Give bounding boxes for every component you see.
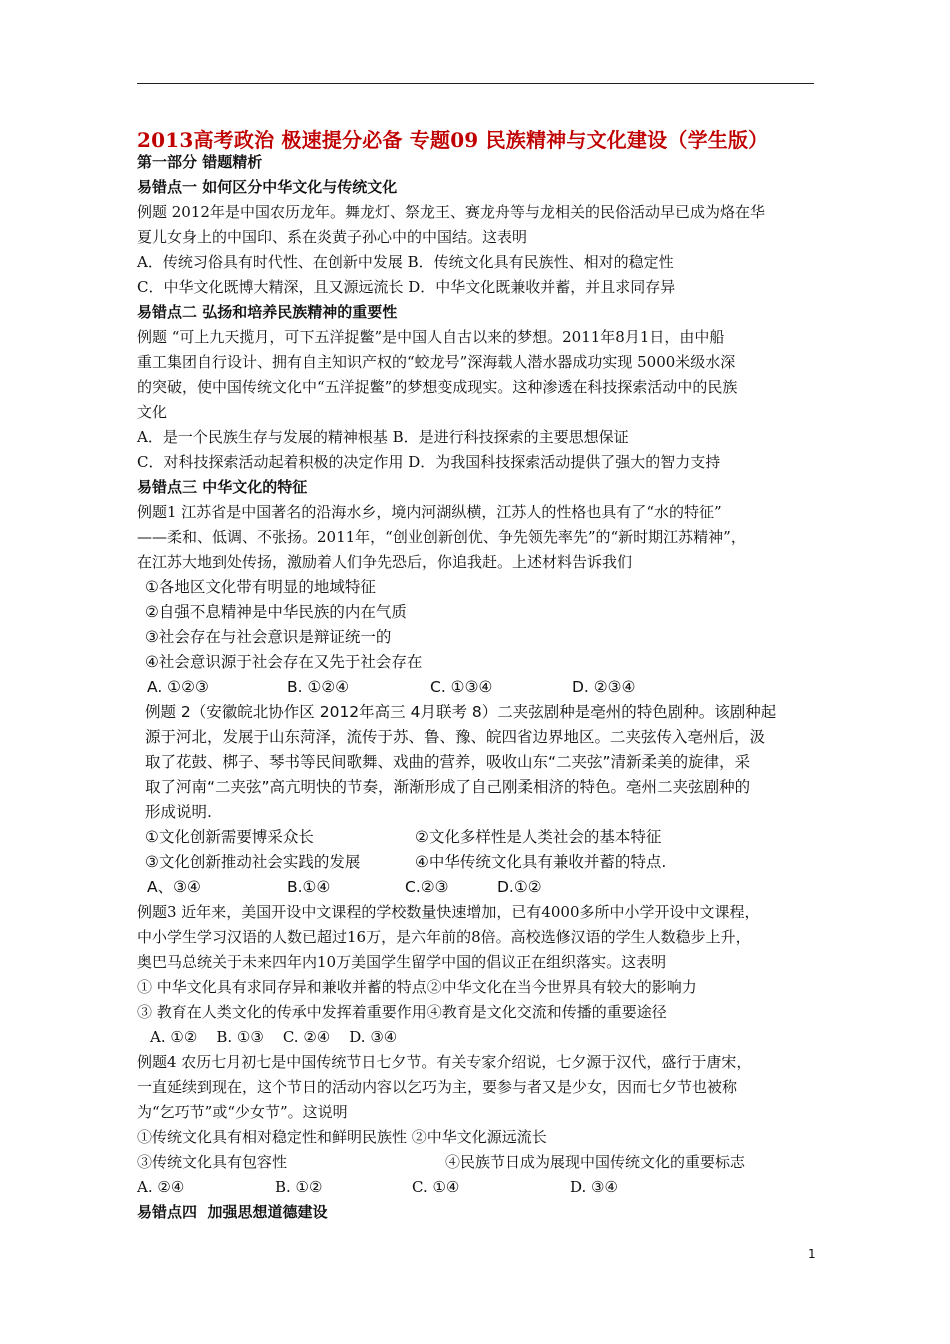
answer-option-c: C.②③ [405, 878, 449, 896]
answer-option-b: B. ①② [275, 1178, 323, 1196]
question-text: 文化 [137, 403, 168, 421]
section-heading-2: 易错点二 弘扬和培养民族精神的重要性 [137, 303, 398, 321]
answer-options: C．中华文化既博大精深，且又源远流长 D．中华文化既兼收并蓄，并且求同存异 [137, 278, 676, 296]
section-heading-4: 易错点四 加强思想道德建设 [137, 1203, 328, 1221]
question-text: 奥巴马总统关于未来四年内10万美国学生留学中国的倡议正在组织落实。这表明 [137, 953, 667, 971]
question-text: 重工集团自行设计、拥有自主知识产权的“蛟龙号”深海载人潜水器成功实现 5000米级水深 [137, 353, 736, 371]
question-text: 取了河南“二夹弦”高亢明快的节奏，渐渐形成了自己刚柔相济的特色。亳州二夹弦剧种的 [145, 778, 751, 796]
answer-options: C．对科技探索活动起着积极的决定作用 D．为我国科技探索活动提供了强大的智力支持 [137, 453, 721, 471]
question-text: 例题3 近年来，美国开设中文课程的学校数量快速增加，已有4000多所中小学开设中文课程， [137, 903, 760, 921]
question-text: 例题 2012年是中国农历龙年。舞龙灯、祭龙王、赛龙舟等与龙相关的民俗活动早已成为烙在华 [137, 203, 765, 221]
statement-item: ④社会意识源于社会存在又先于社会存在 [145, 653, 423, 671]
statement-item: ①文化创新需要博采众长 [145, 828, 314, 846]
answer-option-a: A. ②④ [137, 1178, 185, 1196]
answer-option-c: C. ①③④ [430, 678, 493, 696]
question-text: 例题4 农历七月初七是中国传统节日七夕节。有关专家介绍说，七夕源于汉代，盛行于唐宋， [137, 1053, 752, 1071]
answer-option-d: D. ③④ [570, 1178, 618, 1196]
answer-option-b: B.①④ [287, 878, 331, 896]
statement-item: ① 中华文化具有求同存异和兼收并蓄的特点②中华文化在当今世界具有较大的影响力 [137, 978, 697, 996]
statement-item: ①传统文化具有相对稳定性和鲜明民族性 ②中华文化源远流长 [137, 1128, 547, 1146]
statement-item: ③ 教育在人类文化的传承中发挥着重要作用④教育是文化交流和传播的重要途径 [137, 1003, 667, 1021]
statement-item: ②文化多样性是人类社会的基本特征 [415, 828, 662, 846]
question-text: 在江苏大地到处传扬，激励着人们争先恐后，你追我赶。上述材料告诉我们 [137, 553, 633, 571]
answer-option-b: B. ①②④ [287, 678, 350, 696]
statement-item: ④中华传统文化具有兼收并蓄的特点. [415, 853, 667, 871]
part-heading: 第一部分 错题精析 [137, 153, 263, 171]
question-text: 例题1 江苏省是中国著名的沿海水乡，境内河湖纵横，江苏人的性格也具有了“水的特征” [137, 503, 722, 521]
question-text: 夏儿女身上的中国印、系在炎黄子孙心中的中国结。这表明 [137, 228, 528, 246]
question-text: 源于河北，发展于山东菏泽，流传于苏、鲁、豫、皖四省边界地区。二夹弦传入亳州后，汲 [145, 728, 766, 746]
statement-item: ④民族节日成为展现中国传统文化的重要标志 [445, 1153, 746, 1171]
answer-option-a: A、③④ [147, 878, 201, 896]
answer-option-c: C. ①④ [412, 1178, 460, 1196]
statement-item: ②自强不息精神是中华民族的内在气质 [145, 603, 407, 621]
question-text: 形成说明. [145, 803, 212, 821]
statement-item: ③社会存在与社会意识是辩证统一的 [145, 628, 392, 646]
answer-options: A．是一个民族生存与发展的精神根基 B．是进行科技探索的主要思想保证 [137, 428, 629, 446]
answer-options: A. ①② B. ①③ C. ②④ D. ③④ [150, 1028, 398, 1046]
answer-option-a: A. ①②③ [147, 678, 209, 696]
section-heading-1: 易错点一 如何区分中华文化与传统文化 [137, 178, 398, 196]
answer-option-d: D. ②③④ [572, 678, 636, 696]
document-title: 2013高考政治 极速提分必备 专题09 民族精神与文化建设（学生版） [137, 128, 769, 152]
question-text: ——柔和、低调、不张扬。2011年，“创业创新创优、争先领先率先”的“新时期江苏精神”， [137, 528, 746, 546]
statement-item: ③文化创新推动社会实践的发展 [145, 853, 361, 871]
page-number: 1 [808, 1247, 816, 1261]
question-text: 为“乞巧节”或“少女节”。这说明 [137, 1103, 348, 1121]
question-text: 例题 “可上九天揽月，可下五洋捉鳖”是中国人自古以来的梦想。2011年8月1日，由中船 [137, 328, 725, 346]
statement-item: ①各地区文化带有明显的地域特征 [145, 578, 376, 596]
question-text: 的突破，使中国传统文化中“五洋捉鳖”的梦想变成现实。这种渗透在科技探索活动中的民族 [137, 378, 738, 396]
answer-option-d: D.①② [497, 878, 542, 896]
statement-item: ③传统文化具有包容性 [137, 1153, 288, 1171]
question-text: 取了花鼓、梆子、琴书等民间歌舞、戏曲的营养，吸收山东“二夹弦”清新柔美的旋律，采 [145, 753, 751, 771]
header-rule [137, 83, 814, 84]
section-heading-3: 易错点三 中华文化的特征 [137, 478, 308, 496]
question-text: 一直延续到现在，这个节日的活动内容以乞巧为主，要参与者又是少女，因而七夕节也被称 [137, 1078, 738, 1096]
question-text: 中小学生学习汉语的人数已超过16万，是六年前的8倍。高校选修汉语的学生人数稳步上升， [137, 928, 751, 946]
answer-options: A．传统习俗具有时代性、在创新中发展 B．传统文化具有民族性、相对的稳定性 [137, 253, 674, 271]
question-text: 例题 2（安徽皖北协作区 2012年高三 4月联考 8）二夹弦剧种是亳州的特色剧种。该剧种起 [145, 703, 777, 721]
